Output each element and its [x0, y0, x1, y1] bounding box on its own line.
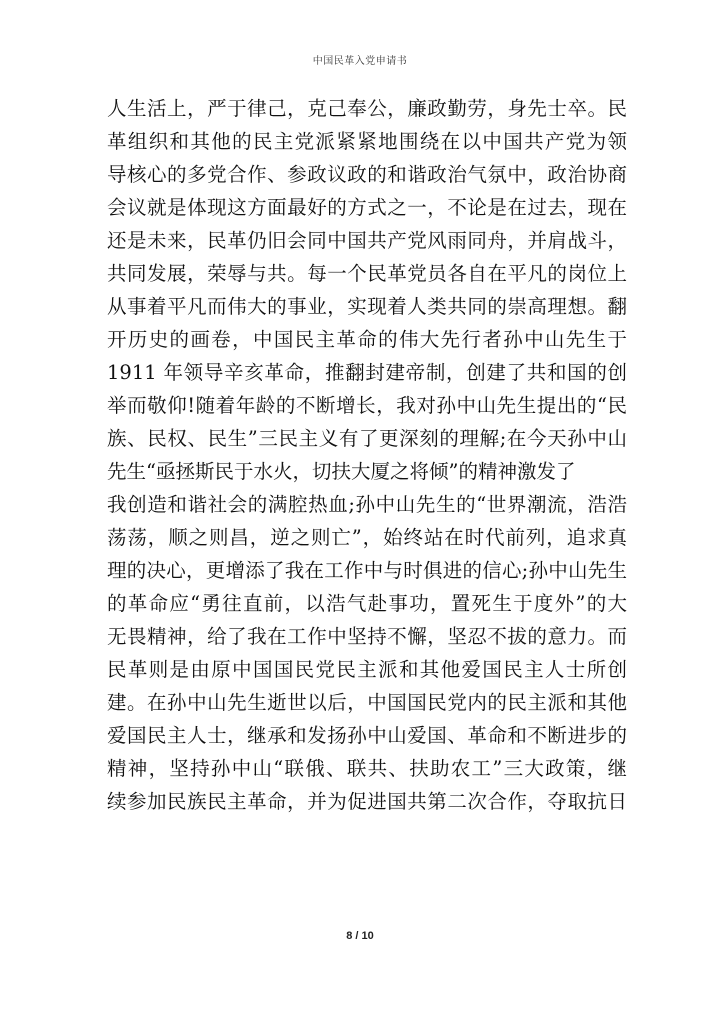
text-line: 爱国民主人士，继承和发扬孙中山爱国、革命和不断进步的 [107, 724, 627, 747]
body-paragraph [107, 92, 627, 818]
text-line: 会议就是体现这方面最好的方式之一，不论是在过去，现在 [107, 196, 627, 219]
text-line: 1911 年领导辛亥革命，推翻封建帝制，创建了共和国的创 [107, 361, 627, 384]
text-line: 人生活上，严于律己，克己奉公，廉政勤劳，身先士卒。民 [107, 97, 627, 120]
text-line: 导核心的多党合作、参政议政的和谐政治气氛中，政治协商 [107, 163, 627, 186]
text-line: 族、民权、民生”三民主义有了更深刻的理解;在今天孙中山 [107, 427, 627, 450]
text-line: 举而敬仰!随着年龄的不断增长，我对孙中山先生提出的“民 [107, 394, 627, 417]
text-line: 共同发展，荣辱与共。每一个民革党员各自在平凡的岗位上 [107, 262, 627, 285]
text-line: 的革命应“勇往直前，以浩气赴事功，置死生于度外”的大 [107, 592, 627, 615]
text-line: 从事着平凡而伟大的事业，实现着人类共同的崇高理想。翻 [107, 295, 627, 318]
text-line: 先生“亟拯斯民于水火，切扶大厦之将倾”的精神激发了 [107, 460, 576, 483]
text-line: 建。在孙中山先生逝世以后，中国国民党内的民主派和其他 [107, 691, 627, 714]
page-number: 8 / 10 [346, 930, 374, 942]
text-line: 革组织和其他的民主党派紧紧地围绕在以中国共产党为领 [107, 130, 627, 153]
text-line: 民革则是由原中国国民党民主派和其他爱国民主人士所创 [107, 658, 627, 681]
text-line: 还是未来，民革仍旧会同中国共产党风雨同舟，并肩战斗， [107, 229, 627, 252]
text-line: 理的决心，更增添了我在工作中与时俱进的信心;孙中山先生 [107, 559, 627, 582]
text-line: 续参加民族民主革命，并为促进国共第二次合作，夺取抗日 [107, 790, 627, 813]
text-line: 我创造和谐社会的满腔热血;孙中山先生的“世界潮流，浩浩 [107, 493, 627, 516]
page-header-title: 中国民革入党申请书 [312, 56, 408, 67]
text-line: 开历史的画卷，中国民主革命的伟大先行者孙中山先生于 [107, 328, 627, 351]
text-line: 荡荡，顺之则昌，逆之则亡”，始终站在时代前列，追求真 [107, 526, 627, 549]
text-line: 无畏精神，给了我在工作中坚持不懈，坚忍不拔的意力。而 [107, 625, 627, 648]
text-line: 精神，坚持孙中山“联俄、联共、扶助农工”三大政策，继 [107, 757, 627, 780]
